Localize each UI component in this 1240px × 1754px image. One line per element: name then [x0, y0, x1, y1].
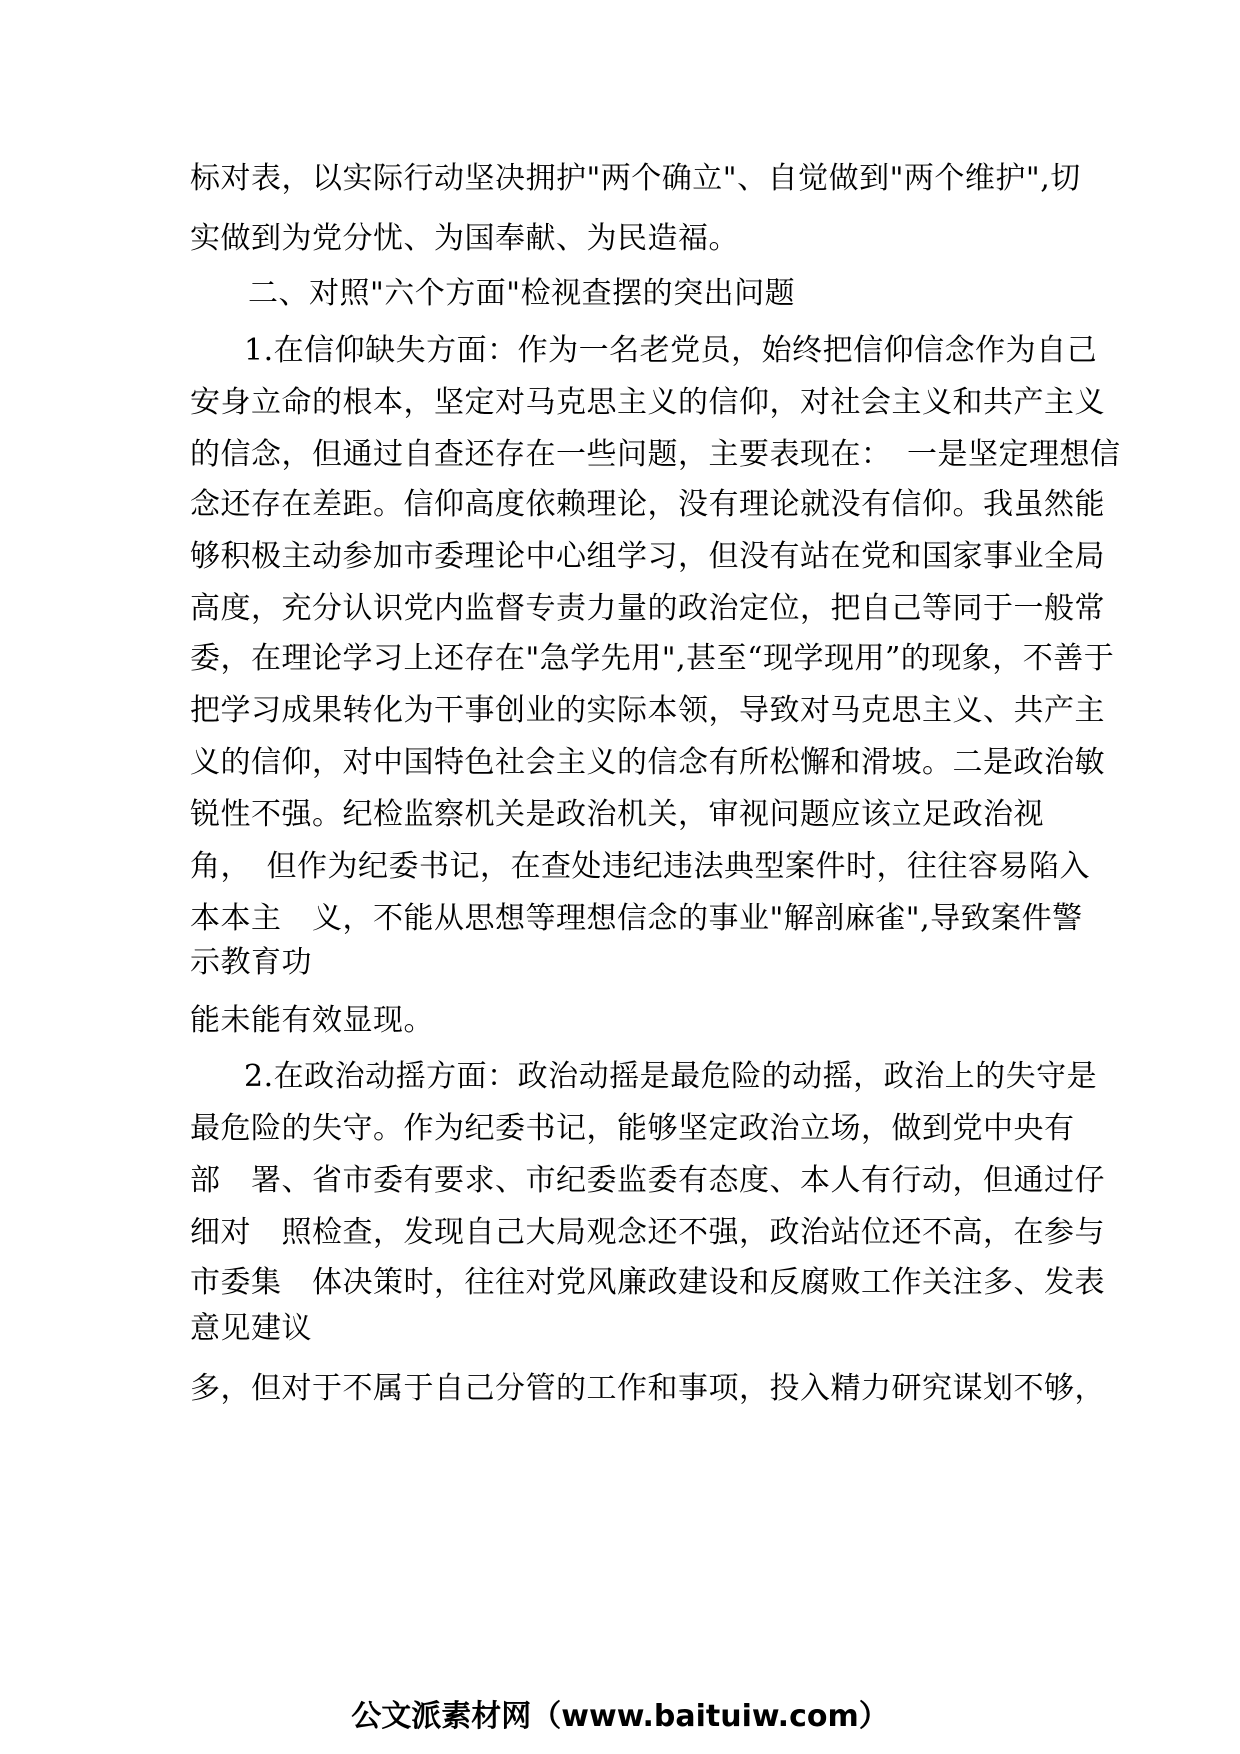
- body-line: 2.在政治动摇方面：政治动摇是最危险的动摇，政治上的失守是: [244, 1059, 1098, 1094]
- body-line: 标对表，以实际行动坚决拥护"两个确立"、自觉做到"两个维护",切: [190, 161, 1081, 196]
- body-line: 最危险的失守。作为纪委书记，能够坚定政治立场，做到党中央有: [190, 1111, 1075, 1146]
- body-line: 委，在理论学习上还存在"急学先用",甚至“现学现用”的现象，不善于: [190, 641, 1115, 676]
- section-heading: 二、对照"六个方面"检视查摆的突出问题: [248, 276, 796, 311]
- body-line: 安身立命的根本，坚定对马克思主义的信仰，对社会主义和共产主义: [190, 385, 1105, 420]
- body-line: 把学习成果转化为干事创业的实际本领，导致对马克思主义、共产主: [190, 693, 1105, 728]
- body-line: 实做到为党分忧、为国奉献、为民造福。: [190, 221, 739, 256]
- body-line: 念还存在差距。信仰高度依赖理论，没有理论就没有信仰。我虽然能: [190, 487, 1105, 522]
- body-line: 能未能有效显现。: [190, 1003, 434, 1038]
- body-line: 高度，充分认识党内监督专责力量的政治定位，把自己等同于一般常: [190, 591, 1105, 626]
- body-line: 的信念，但通过自查还存在一些问题，主要表现在： 一是坚定理想信: [190, 437, 1121, 472]
- body-line: 本本主 义，不能从思想等理想信念的事业"解剖麻雀",导致案件警: [190, 901, 1083, 936]
- footer-watermark: 公文派素材网（www.baituiw.com）: [351, 1699, 889, 1734]
- body-line: 1.在信仰缺失方面：作为一名老党员，始终把信仰信念作为自己: [244, 333, 1098, 368]
- body-line: 锐性不强。纪检监察机关是政治机关，审视问题应该立足政治视: [190, 797, 1044, 832]
- body-line: 义的信仰，对中国特色社会主义的信念有所松懈和滑坡。二是政治敏: [190, 745, 1105, 780]
- body-line: 细对 照检查，发现自己大局观念还不强，政治站位还不高，在参与: [190, 1215, 1105, 1250]
- body-line: 够积极主动参加市委理论中心组学习，但没有站在党和国家事业全局: [190, 539, 1105, 574]
- body-line: 角， 但作为纪委书记，在查处违纪违法典型案件时，往往容易陷入: [190, 849, 1090, 884]
- body-line: 多，但对于不属于自己分管的工作和事项，投入精力研究谋划不够，: [190, 1371, 1105, 1406]
- body-line: 市委集 体决策时，往往对党风廉政建设和反腐败工作关注多、发表: [190, 1265, 1105, 1300]
- body-line: 部 署、省市委有要求、市纪委监委有态度、本人有行动，但通过仔: [190, 1163, 1105, 1198]
- body-line: 示教育功: [190, 945, 312, 980]
- body-line: 意见建议: [190, 1311, 312, 1346]
